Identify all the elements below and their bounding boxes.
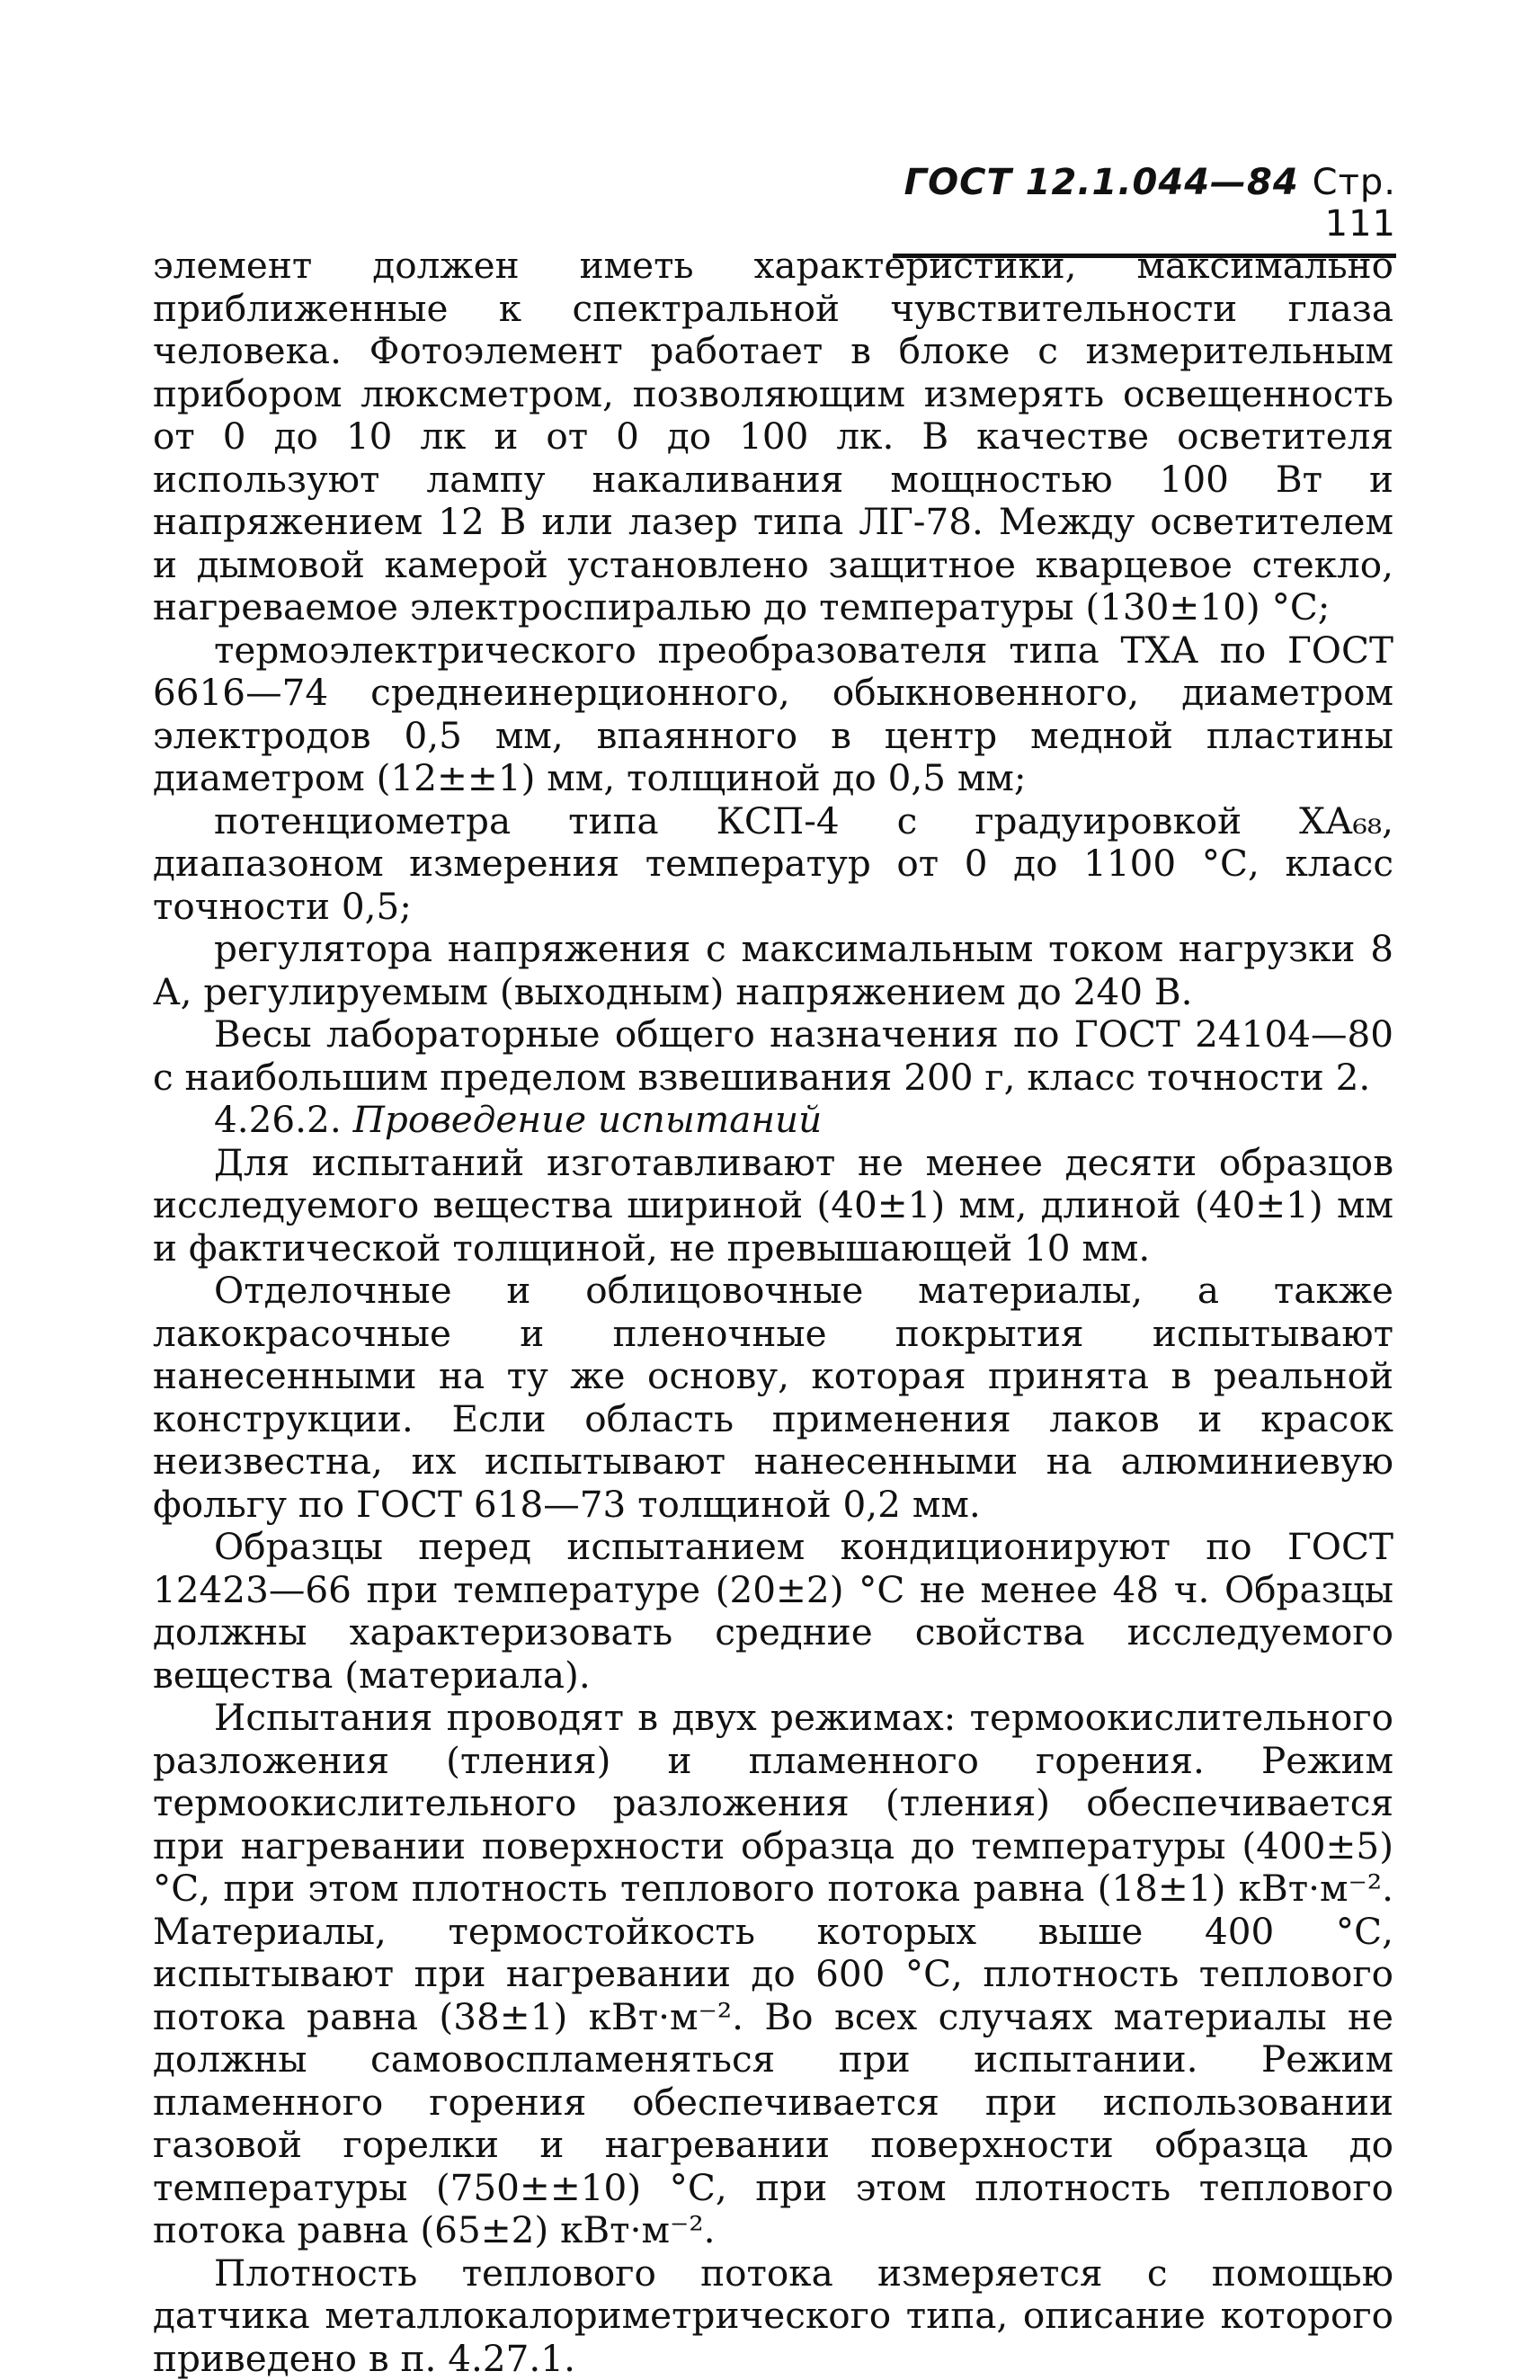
paragraph: Плотность теплового потока измеряется с помощью датчика металлокалориметрического типа, описание которого приведено в п. 4.27.1. [153, 2252, 1393, 2380]
paragraph: элемент должен иметь характеристики, максимально приближенные к спектральной чувствительности глаза человека. Фотоэлемент работает в блоке с измерительным прибором люксметром, позволяющим измерять освещенность от 0 до 10 лк и от 0 до 100 лк. В качестве осветителя используют лампу накаливания мощностью 100 Вт и напряжением 12 В или лазер типа ЛГ-78. Между осветителем и дымовой камерой установлено защитное кварцевое стекло, нагреваемое электроспиралью до температуры (130±10) °С; [153, 245, 1393, 629]
section-heading [153, 1099, 1393, 1142]
paragraph: Весы лабораторные общего назначения по ГОСТ 24104—80 с наибольшим пределом взвешивания 200 г, класс точности 2. [153, 1013, 1393, 1099]
paragraph: термоэлектрического преобразователя типа ТХА по ГОСТ 6616—74 среднеинерционного, обыкновенного, диаметром электродов 0,5 мм, впаянного в центр медной пластины диаметром (12±±1) мм, толщиной до 0,5 мм; [153, 629, 1393, 800]
section-number: 4.26.2. [214, 1098, 342, 1141]
paragraph: Для испытаний изготавливают не менее десяти образцов исследуемого вещества шириной (40±1) мм, длиной (40±1) мм и фактической толщиной, не превышающей 10 мм. [153, 1142, 1393, 1270]
standard-number: ГОСТ 12.1.044—84 [904, 162, 1299, 203]
paragraph: Испытания проводят в двух режимах: термоокислительного разложения (тления) и пламенного горения. Режим термоокислительного разложения (тления) обеспечивается при нагревании поверхности образца до температуры (400±5) °С, при этом плотность теплового потока равна (18±1) кВт·м⁻². Материалы, термостойкость которых выше 400 °С, испытывают при нагревании до 600 °С, плотность теплового потока равна (38±1) кВт·м⁻². Во всех случаях материалы не должны самовоспламеняться при испытании. Режим пламенного горения обеспечивается при использовании газовой горелки и нагревании поверхности образца до температуры (750±±10) °С, при этом плотность теплового потока равна (65±2) кВт·м⁻². [153, 1697, 1393, 2252]
page-number: Стр. 111 [1313, 162, 1396, 245]
paragraph: регулятора напряжения с максимальным током нагрузки 8 А, регулируемым (выходным) напряжением до 240 В. [153, 928, 1393, 1013]
paragraph: потенциометра типа КСП-4 с градуировкой ХА₆₈, диапазоном измерения температур от 0 до 1100 °С, класс точности 0,5; [153, 800, 1393, 929]
paragraph: Образцы перед испытанием кондиционируют по ГОСТ 12423—66 при температуре (20±2) °С не менее 48 ч. Образцы должны характеризовать средние свойства исследуемого вещества (материала). [153, 1526, 1393, 1697]
body-text [153, 245, 1393, 2380]
paragraph: Отделочные и облицовочные материалы, а также лакокрасочные и пленочные покрытия испытывают нанесенными на ту же основу, которая принята в реальной конструкции. Если область применения лаков и красок неизвестна, их испытывают нанесенными на алюминиевую фольгу по ГОСТ 618—73 толщиной 0,2 мм. [153, 1270, 1393, 1526]
section-title: Проведение испытаний [353, 1098, 823, 1141]
